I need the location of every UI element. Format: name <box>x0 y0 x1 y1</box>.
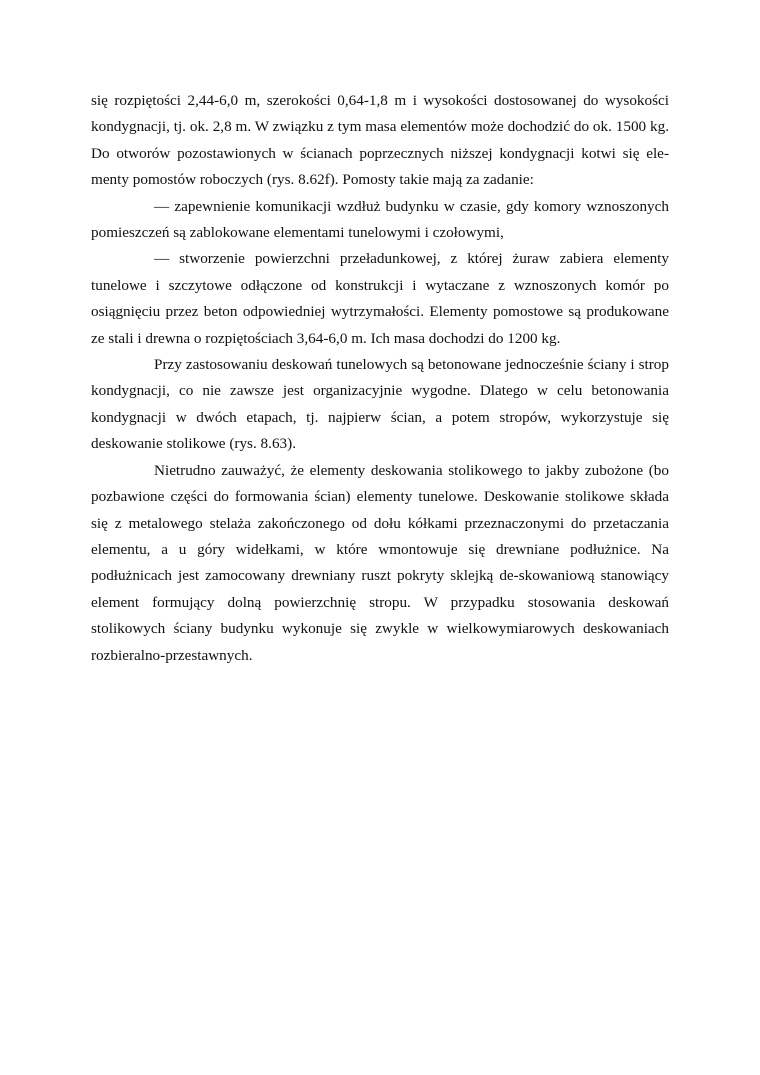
list-item-communication: — zapewnienie komunikacji wzdłuż budynku w czasie, gdy komory wznoszonych pomieszczeń są zablokowane elementami tunelowymi i czołowymi, <box>91 197 669 242</box>
paragraph-tunnel-formwork: Przy zastosowaniu deskowań tunelowych są betonowane jednocześnie ściany i strop kondygnacji, co nie zawsze jest organizacyjnie wygodne. Dlatego w celu betonowania kondygnacji w dwóch etapach, tj. najpierw ścian, a potem stropów, wykorzystuje się deskowanie stolikowe (rys. 8.63). <box>91 356 669 453</box>
list-item-transfer-surface: — stworzenie powierzchni przeładunkowej, z której żuraw zabiera elementy tunelowe i szczytowe odłączone od konstrukcji i wytaczane z wznoszonych komór po osiągnięciu przez beton odpowiedniej wytrzymałości. Elementy pomostowe są produkowane ze stali i drewna o rozpiętościach 3,64-6,0 m. Ich masa dochodzi do 1200 kg. <box>91 250 669 347</box>
paragraph-table-formwork: Nietrudno zauważyć, że elementy deskowania stolikowego to jakby zubożone (bo pozbawione części do formowania ścian) elementy tunelowe. Deskowanie stolikowe składa się z metalowego stelaża zakończonego od dołu kółkami przeznaczonymi do przetaczania elementu, a u góry widełkami, w które wmontowuje się drewniane podłużnice. Na podłużnicach jest zamocowany drewniany ruszt pokryty sklejką de-skowaniową stanowiący element formujący dolną powierzchnię stropu. W przypadku stosowania deskowań stolikowych ściany budynku wykonuje się zwykle w wielkowymiarowych deskowaniach rozbieralno-przestawnych. <box>91 461 669 664</box>
paragraph-intro: się rozpiętości 2,44-6,0 m, szerokości 0,64-1,8 m i wysokości dostosowanej do wysokości kondygnacji, tj. ok. 2,8 m. W związku z tym masa elementów może dochodzić do ok. 1500 kg. Do otworów pozostawionych w ścianach poprzecznych niższej kondygnacji kotwi się elementy pomostów roboczych (rys. 8.62f). Pomosty takie mają za zadanie: <box>91 92 669 189</box>
body-text <box>91 88 669 669</box>
